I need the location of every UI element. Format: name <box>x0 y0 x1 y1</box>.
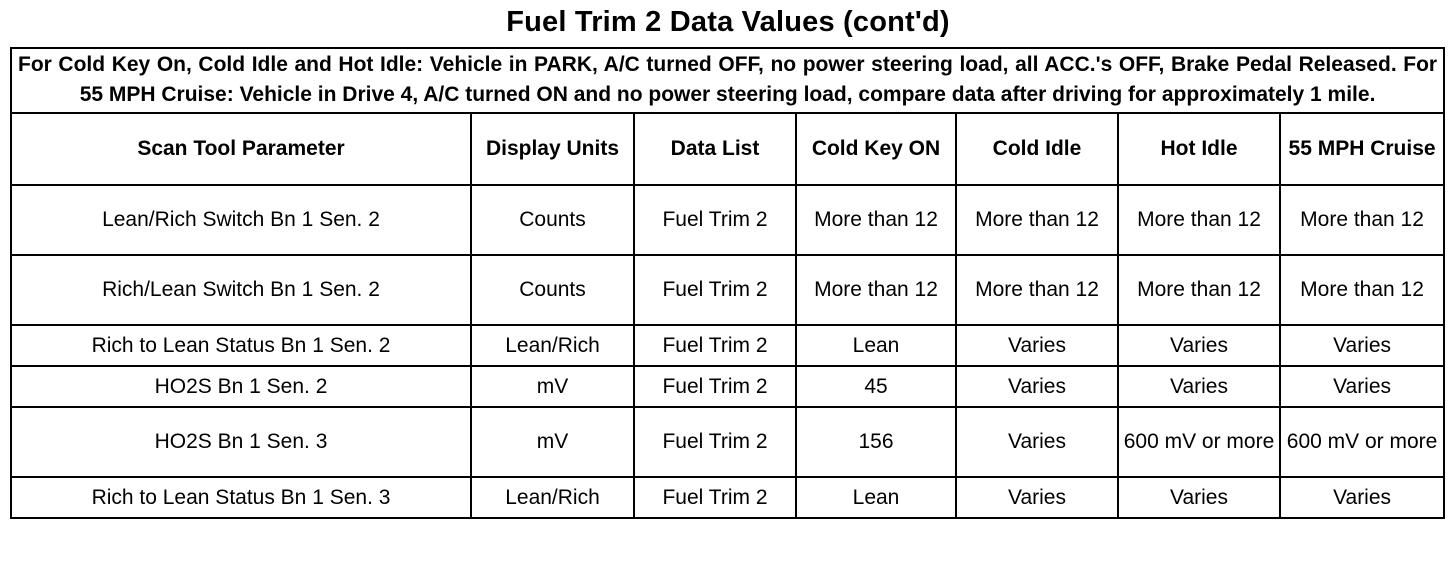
fuel-trim-table <box>10 47 1445 519</box>
header-parameter: Scan Tool Parameter <box>11 113 471 185</box>
header-data-list: Data List <box>634 113 796 185</box>
cell-cold-key-on: 156 <box>796 407 956 477</box>
header-cold-key-on: Cold Key ON <box>796 113 956 185</box>
cell-units: Counts <box>471 255 634 325</box>
cell-cruise: 600 mV or more <box>1280 407 1444 477</box>
table-row <box>11 477 1444 518</box>
cell-data-list: Fuel Trim 2 <box>634 407 796 477</box>
cell-hot-idle: More than 12 <box>1118 185 1280 255</box>
cell-parameter: Rich to Lean Status Bn 1 Sen. 3 <box>11 477 471 518</box>
cell-parameter: Rich/Lean Switch Bn 1 Sen. 2 <box>11 255 471 325</box>
cell-data-list: Fuel Trim 2 <box>634 325 796 366</box>
cell-cold-idle: Varies <box>956 477 1118 518</box>
cell-units: Counts <box>471 185 634 255</box>
cell-units: mV <box>471 407 634 477</box>
cell-data-list: Fuel Trim 2 <box>634 185 796 255</box>
cell-data-list: Fuel Trim 2 <box>634 255 796 325</box>
cell-cold-key-on: Lean <box>796 325 956 366</box>
cell-parameter: HO2S Bn 1 Sen. 3 <box>11 407 471 477</box>
cell-cruise: More than 12 <box>1280 255 1444 325</box>
header-cruise: 55 MPH Cruise <box>1280 113 1444 185</box>
note-row <box>11 48 1444 113</box>
cell-hot-idle: Varies <box>1118 325 1280 366</box>
cell-cruise: More than 12 <box>1280 185 1444 255</box>
cell-hot-idle: 600 mV or more <box>1118 407 1280 477</box>
cell-hot-idle: Varies <box>1118 366 1280 407</box>
table-row <box>11 325 1444 366</box>
header-cold-idle: Cold Idle <box>956 113 1118 185</box>
cell-data-list: Fuel Trim 2 <box>634 366 796 407</box>
table-row <box>11 407 1444 477</box>
cell-units: mV <box>471 366 634 407</box>
table-row <box>11 255 1444 325</box>
header-hot-idle: Hot Idle <box>1118 113 1280 185</box>
cell-cold-idle: Varies <box>956 325 1118 366</box>
cell-data-list: Fuel Trim 2 <box>634 477 796 518</box>
cell-cruise: Varies <box>1280 325 1444 366</box>
cell-cold-idle: Varies <box>956 407 1118 477</box>
cell-cold-idle: Varies <box>956 366 1118 407</box>
cell-parameter: HO2S Bn 1 Sen. 2 <box>11 366 471 407</box>
conditions-note-text: For Cold Key On, Cold Idle and Hot Idle: Vehicle in PARK, A/C turned OFF, no power steering load, all ACC.'s OFF, Brake Pedal Released. For 55 MPH Cruise: Vehicle in Drive 4, A/C turned ON and no power steering load, compare data after driving for approximately 1 mile. <box>18 53 1438 106</box>
cell-cold-key-on: 45 <box>796 366 956 407</box>
page-title: Fuel Trim 2 Data Values (cont'd) <box>506 6 950 38</box>
header-row <box>11 113 1444 185</box>
cell-parameter: Lean/Rich Switch Bn 1 Sen. 2 <box>11 185 471 255</box>
cell-cold-key-on: More than 12 <box>796 185 956 255</box>
cell-cruise: Varies <box>1280 477 1444 518</box>
cell-parameter: Rich to Lean Status Bn 1 Sen. 2 <box>11 325 471 366</box>
cell-cold-key-on: More than 12 <box>796 255 956 325</box>
cell-cold-key-on: Lean <box>796 477 956 518</box>
cell-units: Lean/Rich <box>471 477 634 518</box>
table-row <box>11 185 1444 255</box>
cell-units: Lean/Rich <box>471 325 634 366</box>
cell-cruise: Varies <box>1280 366 1444 407</box>
cell-cold-idle: More than 12 <box>956 255 1118 325</box>
header-units: Display Units <box>471 113 634 185</box>
conditions-note <box>11 48 1444 113</box>
cell-hot-idle: More than 12 <box>1118 255 1280 325</box>
cell-cold-idle: More than 12 <box>956 185 1118 255</box>
cell-hot-idle: Varies <box>1118 477 1280 518</box>
table-row <box>11 366 1444 407</box>
